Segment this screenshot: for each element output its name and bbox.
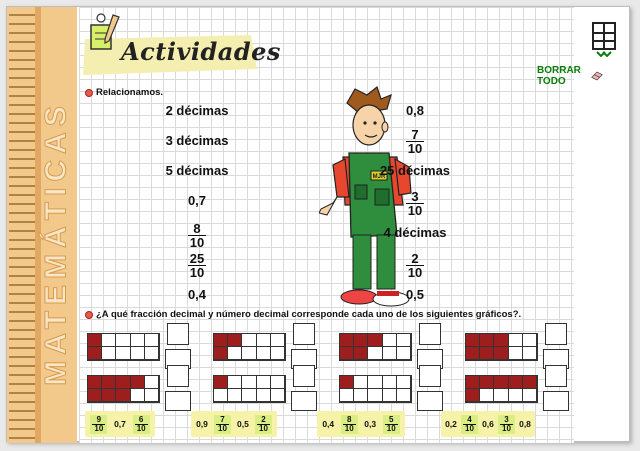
- numerator: 6: [138, 414, 144, 424]
- item-text: 0,3: [364, 419, 377, 429]
- fraction-answer-box-4[interactable]: [545, 323, 567, 345]
- decimal-graph-3: [339, 333, 412, 361]
- graph-cell: [214, 334, 228, 347]
- item-text: 0,8: [405, 103, 425, 118]
- worksheet-area: [79, 7, 581, 443]
- option-tile[interactable]: [498, 415, 515, 434]
- graph-cell: [242, 376, 256, 389]
- graph-cell: [509, 376, 523, 389]
- fraction: [343, 416, 356, 433]
- graph-cell: [354, 389, 368, 402]
- denominator: 10: [259, 423, 268, 433]
- graph-cell: [368, 389, 382, 402]
- decimal-answer-box-6[interactable]: [291, 391, 317, 411]
- graph-cell: [145, 347, 159, 360]
- graph-cell: [494, 347, 508, 360]
- graph-cell: [228, 376, 242, 389]
- graph-cell: [466, 347, 480, 360]
- option-tile[interactable]: [482, 419, 494, 429]
- denominator: 10: [189, 235, 205, 250]
- numerator: 2: [411, 251, 419, 266]
- graph-cell: [228, 334, 242, 347]
- left-item-2[interactable]: [151, 133, 243, 148]
- graph-cell: [397, 376, 411, 389]
- denominator: 10: [218, 423, 227, 433]
- option-tile[interactable]: [255, 415, 272, 434]
- option-tile[interactable]: [519, 419, 531, 429]
- graph-cell: [480, 389, 494, 402]
- left-item-5[interactable]: [151, 221, 243, 249]
- graph-cell: [228, 347, 242, 360]
- option-tile[interactable]: [322, 419, 334, 429]
- graph-cell: [257, 376, 271, 389]
- graph-cell: [397, 334, 411, 347]
- graph-cell: [116, 389, 130, 402]
- clear-all-label: BORRAR TODO: [537, 65, 581, 87]
- graph-cell: [340, 389, 354, 402]
- graph-cell: [480, 334, 494, 347]
- denominator: 10: [407, 265, 423, 280]
- decimal-graph-6: [213, 375, 286, 403]
- graph-cell: [131, 347, 145, 360]
- graph-cell: [466, 389, 480, 402]
- graph-cell: [102, 334, 116, 347]
- numerator: 7: [220, 414, 225, 424]
- graph-cell: [145, 334, 159, 347]
- page-title: Actividades: [121, 37, 281, 66]
- options-strip-4: [441, 411, 535, 437]
- graph-cell: [257, 334, 271, 347]
- decimal-graph-8: [465, 375, 538, 403]
- section2-title: ¿A qué fracción decimal y número decimal corresponde cada uno de los siguientes gráficos?.: [85, 309, 521, 320]
- item-text: 0,2: [445, 419, 457, 429]
- right-item-7[interactable]: [369, 287, 461, 302]
- numerator: 5: [388, 414, 394, 424]
- fraction: [188, 252, 206, 279]
- graph-cell: [88, 389, 102, 402]
- graph-cell: [145, 389, 159, 402]
- graph-cell: [340, 334, 354, 347]
- option-tile[interactable]: [214, 415, 231, 434]
- graph-cell: [340, 347, 354, 360]
- decimal-answer-box-7[interactable]: [417, 391, 443, 411]
- fraction: [135, 416, 148, 433]
- graph-cell: [242, 347, 256, 360]
- graph-cell: [383, 334, 397, 347]
- decimal-graph-5: [87, 375, 160, 403]
- graph-cell: [354, 347, 368, 360]
- option-tile[interactable]: [114, 419, 126, 429]
- item-text: 0,6: [482, 419, 494, 429]
- graph-cell: [354, 376, 368, 389]
- right-item-3[interactable]: [369, 163, 461, 178]
- activity-window: [6, 6, 630, 442]
- option-tile[interactable]: [461, 415, 478, 434]
- numerator: 9: [96, 414, 102, 424]
- graph-cell: [116, 334, 130, 347]
- graph-cell: [214, 376, 228, 389]
- numerator: 25: [189, 251, 205, 266]
- fraction: [257, 416, 270, 433]
- item-text: 25 décimas: [379, 163, 451, 178]
- fraction: [406, 128, 424, 155]
- item-text: 3 décimas: [165, 133, 229, 148]
- graph-cell: [494, 334, 508, 347]
- right-item-6[interactable]: [369, 251, 461, 279]
- window-exit-icon[interactable]: [591, 21, 617, 57]
- options-strip-3: [317, 411, 405, 437]
- graph-cell: [131, 334, 145, 347]
- numerator: 7: [411, 127, 419, 142]
- graph-cell: [523, 347, 537, 360]
- graph-cell: [494, 376, 508, 389]
- graph-cell: [88, 334, 102, 347]
- graph-cell: [116, 347, 130, 360]
- badge-text: MJR: [372, 174, 386, 180]
- sidebar: [7, 7, 77, 443]
- decimal-answer-box-5[interactable]: [165, 391, 191, 411]
- options-strip-2: [191, 411, 277, 437]
- right-item-4[interactable]: [369, 189, 461, 217]
- numerator: 8: [346, 414, 352, 424]
- denominator: 10: [136, 423, 146, 433]
- option-tile[interactable]: [196, 419, 208, 429]
- fraction: [216, 416, 229, 433]
- graph-cell: [397, 347, 411, 360]
- graph-cell: [397, 389, 411, 402]
- fraction-answer-box-2[interactable]: [293, 323, 315, 345]
- section1-title: Relacionamos.: [85, 87, 163, 98]
- graph-cell: [368, 334, 382, 347]
- right-item-5[interactable]: [369, 225, 461, 240]
- option-tile[interactable]: [445, 419, 457, 429]
- right-item-2[interactable]: [369, 127, 461, 155]
- decimal-answer-box-8[interactable]: [543, 391, 569, 411]
- fraction-answer-box-8[interactable]: [545, 365, 567, 387]
- decimal-graph-2: [213, 333, 286, 361]
- graph-cell: [131, 376, 145, 389]
- fraction: [188, 222, 206, 249]
- graph-cell: [368, 376, 382, 389]
- fraction: [463, 416, 476, 433]
- fraction: [500, 416, 513, 433]
- item-text: 0,5: [237, 419, 249, 429]
- graph-cell: [340, 376, 354, 389]
- decimal-graph-4: [465, 333, 538, 361]
- denominator: 10: [502, 423, 511, 433]
- graph-cell: [494, 389, 508, 402]
- item-text: 0,7: [114, 419, 126, 429]
- graph-cell: [228, 389, 242, 402]
- item-text: 0,5: [405, 287, 425, 302]
- graph-cell: [383, 389, 397, 402]
- graph-cell: [242, 334, 256, 347]
- graph-cell: [383, 347, 397, 360]
- graph-cell: [242, 389, 256, 402]
- fraction: [385, 416, 398, 433]
- item-text: 0,4: [187, 287, 207, 302]
- graph-cell: [509, 389, 523, 402]
- fraction-answer-box-7[interactable]: [419, 365, 441, 387]
- left-item-7[interactable]: [151, 287, 243, 302]
- graph-cell: [214, 347, 228, 360]
- option-tile[interactable]: [133, 415, 150, 434]
- numerator: 4: [467, 414, 472, 424]
- item-text: 2 décimas: [165, 103, 229, 118]
- graph-cell: [466, 334, 480, 347]
- graph-cell: [257, 389, 271, 402]
- fraction-answer-box-6[interactable]: [293, 365, 315, 387]
- left-item-1[interactable]: [151, 103, 243, 118]
- bullet-icon: [85, 89, 93, 97]
- numerator: 3: [411, 189, 419, 204]
- graph-cell: [354, 334, 368, 347]
- denominator: 10: [407, 203, 423, 218]
- numerator: 8: [193, 221, 201, 236]
- graph-cell: [88, 347, 102, 360]
- graph-cell: [88, 376, 102, 389]
- graph-cell: [102, 347, 116, 360]
- graph-cell: [214, 389, 228, 402]
- denominator: 10: [465, 423, 474, 433]
- fraction: [406, 190, 424, 217]
- numerator: 2: [261, 414, 266, 424]
- graph-cell: [271, 389, 285, 402]
- graph-cell: [271, 376, 285, 389]
- item-text: 0,9: [196, 419, 208, 429]
- graph-cell: [480, 347, 494, 360]
- options-strip-1: [85, 411, 155, 437]
- graph-cell: [509, 347, 523, 360]
- denominator: 10: [344, 423, 354, 433]
- bullet-icon: [85, 311, 93, 319]
- denominator: 10: [189, 265, 205, 280]
- option-tile[interactable]: [341, 415, 358, 434]
- left-item-4[interactable]: [151, 193, 243, 208]
- numerator: 3: [504, 414, 509, 424]
- decimal-graph-1: [87, 333, 160, 361]
- left-item-3[interactable]: [151, 163, 243, 178]
- graph-cell: [368, 347, 382, 360]
- item-text: 0,4: [322, 419, 335, 429]
- option-tile[interactable]: [237, 419, 249, 429]
- clear-all-button[interactable]: [537, 65, 603, 87]
- graph-cell: [509, 334, 523, 347]
- item-text: 4 décimas: [383, 225, 447, 240]
- item-text: 0,7: [187, 193, 207, 208]
- graph-cell: [523, 334, 537, 347]
- fraction: [92, 416, 105, 433]
- option-tile[interactable]: [364, 419, 376, 429]
- graph-cell: [145, 376, 159, 389]
- graph-cell: [383, 376, 397, 389]
- pencil-notebook-icon: [87, 11, 125, 51]
- left-item-6[interactable]: [151, 251, 243, 279]
- eraser-icon: [591, 69, 603, 83]
- graph-cell: [480, 376, 494, 389]
- option-tile[interactable]: [90, 415, 107, 434]
- graph-cell: [523, 376, 537, 389]
- denominator: 10: [94, 423, 104, 433]
- item-text: 0,8: [519, 419, 531, 429]
- sidebar-title: MATEMÁTICAS: [40, 100, 74, 386]
- right-item-1[interactable]: [369, 103, 461, 118]
- fraction: [406, 252, 424, 279]
- denominator: 10: [386, 423, 396, 433]
- fraction-answer-box-1[interactable]: [167, 323, 189, 345]
- graph-cell: [116, 376, 130, 389]
- graph-cell: [466, 376, 480, 389]
- graph-cell: [102, 376, 116, 389]
- graph-cell: [271, 334, 285, 347]
- option-tile[interactable]: [383, 415, 400, 434]
- fraction-answer-box-3[interactable]: [419, 323, 441, 345]
- fraction-answer-box-5[interactable]: [167, 365, 189, 387]
- graph-cell: [102, 389, 116, 402]
- decimal-graph-7: [339, 375, 412, 403]
- graph-cell: [523, 389, 537, 402]
- item-text: 5 décimas: [165, 163, 229, 178]
- graph-cell: [257, 347, 271, 360]
- graph-cell: [271, 347, 285, 360]
- graph-cell: [131, 389, 145, 402]
- denominator: 10: [407, 141, 423, 156]
